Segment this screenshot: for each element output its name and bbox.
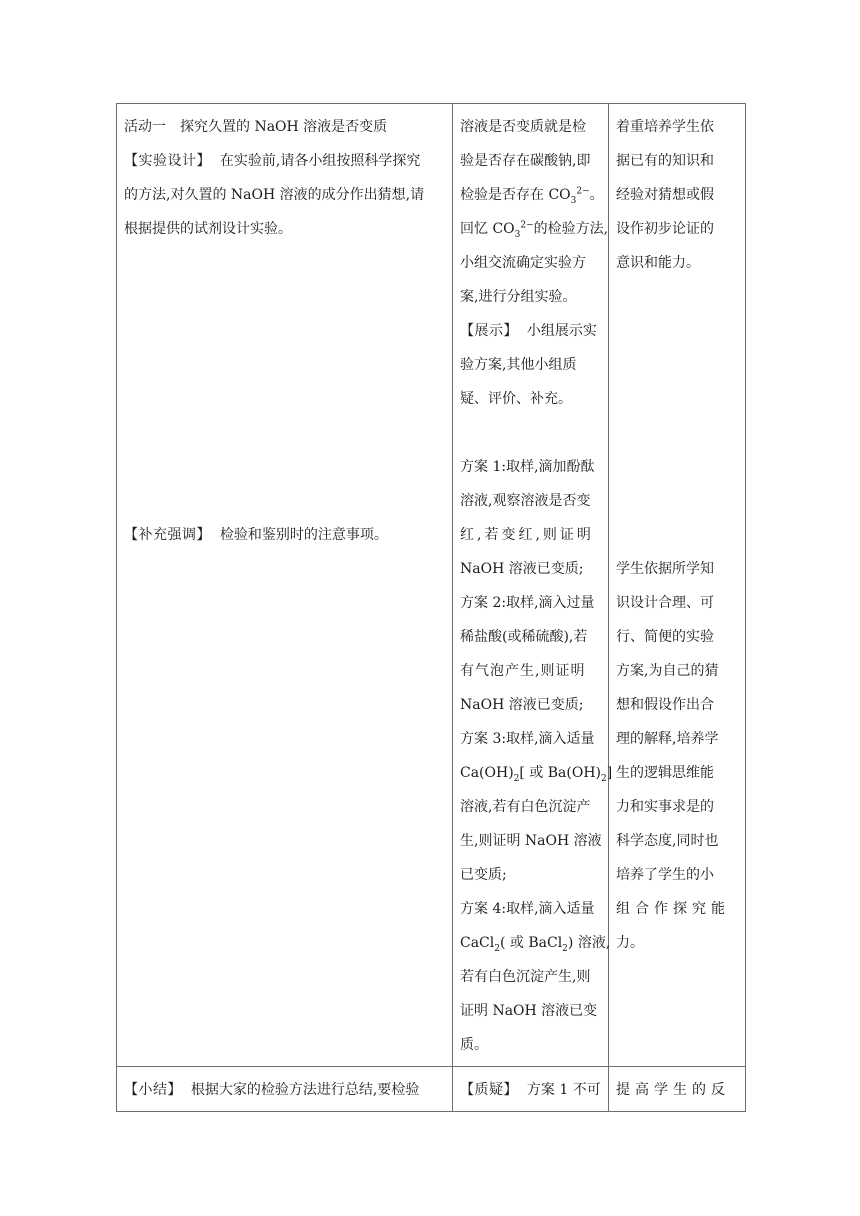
carbonate-check-line <box>460 178 604 212</box>
col2-text: 。 <box>589 187 604 203</box>
show-paragraph <box>460 314 601 348</box>
col2-line: 验是否存在碳酸钠,即 <box>460 153 591 169</box>
intent-line: 组合作探究能 <box>616 901 730 917</box>
intent-line: 着重培养学生依 <box>616 119 714 135</box>
design-paragraph <box>124 144 445 178</box>
emphasis-tag: 【补充强调】 <box>124 527 211 543</box>
show-tag: 【展示】 <box>460 323 518 339</box>
carbonate-ion <box>570 186 590 206</box>
plan-1-line: 溶液,观察溶液是否变 <box>460 493 591 509</box>
summary-text: 根据大家的检验方法进行总结,要检验 <box>190 1082 420 1098</box>
plan-2-line: 有气泡产生,则证明 <box>460 663 586 679</box>
plan-4-line: 方案 4:取样,滴入适量 <box>460 901 595 917</box>
plan-3-line: 方案 3:取样,滴入适量 <box>460 731 595 747</box>
show-text: 小组展示实 <box>526 323 597 339</box>
plan-3-line: 已变质; <box>460 867 507 883</box>
emphasis-text: 检验和鉴别时的注意事项。 <box>219 527 388 543</box>
intent-line: 理的解释,培养学 <box>616 731 719 747</box>
summary-paragraph <box>124 1073 445 1107</box>
reflection-cell <box>609 1067 746 1112</box>
question-text: 方案 1 不可 <box>526 1082 601 1098</box>
question-paragraph <box>460 1073 601 1107</box>
subscript: 2 <box>513 773 520 784</box>
spacer <box>460 416 601 450</box>
plan-1-line: 红,若变红,则证明 <box>460 527 594 543</box>
col2-line: 小组交流确定实验方 <box>460 255 586 271</box>
teacher-activity-cell <box>117 104 453 1067</box>
design-text-3: 根据提供的试剂设计实验。 <box>124 221 292 237</box>
plan-3-line: 溶液,若有白色沉淀产 <box>460 799 591 815</box>
question-tag: 【质疑】 <box>460 1082 518 1098</box>
ion-subscript: 3 <box>514 229 521 240</box>
plan-2-line: 稀盐酸(或稀硫酸),若 <box>460 629 588 645</box>
plan-3-reagent-line <box>460 756 613 790</box>
table-row <box>117 1067 746 1112</box>
col2-text: 回忆 CO <box>460 221 515 237</box>
intent-line: 科学态度,同时也 <box>616 833 719 849</box>
plan-2-line: NaOH 溶液已变质; <box>460 697 584 713</box>
plan-4-line: 若有白色沉淀产生,则 <box>460 969 591 985</box>
ion-superscript: 2− <box>520 220 534 231</box>
ion-superscript: 2− <box>576 186 590 197</box>
intent-line: 经验对猜想或假 <box>616 187 714 203</box>
intent-line: 方案,为自己的猜 <box>616 663 719 679</box>
col2-line: 案,进行分组实验。 <box>460 289 577 305</box>
reagent-text: CaCl <box>460 935 495 951</box>
carbonate-ion <box>514 220 534 240</box>
intent-line: 行、简便的实验 <box>616 629 714 645</box>
subscript: 2 <box>494 943 500 954</box>
intent-line: 意识和能力。 <box>616 255 700 271</box>
reflection-text: 提高学生的反 <box>616 1082 730 1098</box>
summary-tag: 【小结】 <box>124 1082 182 1098</box>
col2-line: 疑、评价、补充。 <box>460 391 572 407</box>
reagent-text: Ca(OH) <box>460 765 514 781</box>
reagent-text: ( 或 BaCl <box>499 935 563 951</box>
plan-2-line: 方案 2:取样,滴入过量 <box>460 595 595 611</box>
intent-line: 想和假设作出合 <box>616 697 714 713</box>
intent-line: 识设计合理、可 <box>616 595 714 611</box>
subscript: 2 <box>601 773 607 784</box>
intent-line: 设作初步论证的 <box>616 221 714 237</box>
subscript: 2 <box>562 943 568 954</box>
reagent-text: ] <box>606 765 613 781</box>
lesson-plan-table <box>116 103 746 1112</box>
table-row <box>117 104 746 1067</box>
spacer <box>124 246 445 518</box>
design-text-2: 的方法,对久置的 NaOH 溶液的成分作出猜想,请 <box>124 187 425 203</box>
activity-title: 活动一 探究久置的 NaOH 溶液是否变质 <box>124 119 388 135</box>
intent-line: 力。 <box>616 935 644 951</box>
summary-cell <box>117 1067 453 1112</box>
reagent-text: ) 溶液, <box>567 935 611 951</box>
emphasis-paragraph <box>124 518 445 552</box>
plan-4-line: 证明 NaOH 溶液已变 <box>460 1003 598 1019</box>
plan-4-line: 质。 <box>460 1037 488 1053</box>
design-tag: 【实验设计】 <box>124 153 211 169</box>
col2-line: 溶液是否变质就是检 <box>460 119 586 135</box>
spacer <box>616 280 738 552</box>
col2-text: 的检验方法, <box>533 221 609 237</box>
plan-4-reagent-line <box>460 926 611 960</box>
ion-subscript: 3 <box>570 195 577 206</box>
carbonate-recall-line <box>460 212 609 246</box>
intent-line: 力和实事求是的 <box>616 799 714 815</box>
intent-line: 生的逻辑思维能 <box>616 765 714 781</box>
col2-line: 验方案,其他小组质 <box>460 357 577 373</box>
plan-1-line: NaOH 溶液已变质; <box>460 561 584 577</box>
intent-line: 学生依据所学知 <box>616 561 714 577</box>
reagent-text: [ 或 Ba(OH) <box>519 765 602 781</box>
plan-3-line: 生,则证明 NaOH 溶液 <box>460 833 602 849</box>
student-activity-cell <box>453 104 613 1067</box>
col2-text: 检验是否存在 CO <box>460 187 571 203</box>
plan-1-line: 方案 1:取样,滴加酚酞 <box>460 459 595 475</box>
design-text-1: 在实验前,请各小组按照科学探究 <box>219 153 421 169</box>
question-cell <box>453 1067 609 1112</box>
intent-line: 培养了学生的小 <box>616 867 714 883</box>
design-intent-cell <box>606 104 746 1067</box>
intent-line: 据已有的知识和 <box>616 153 714 169</box>
